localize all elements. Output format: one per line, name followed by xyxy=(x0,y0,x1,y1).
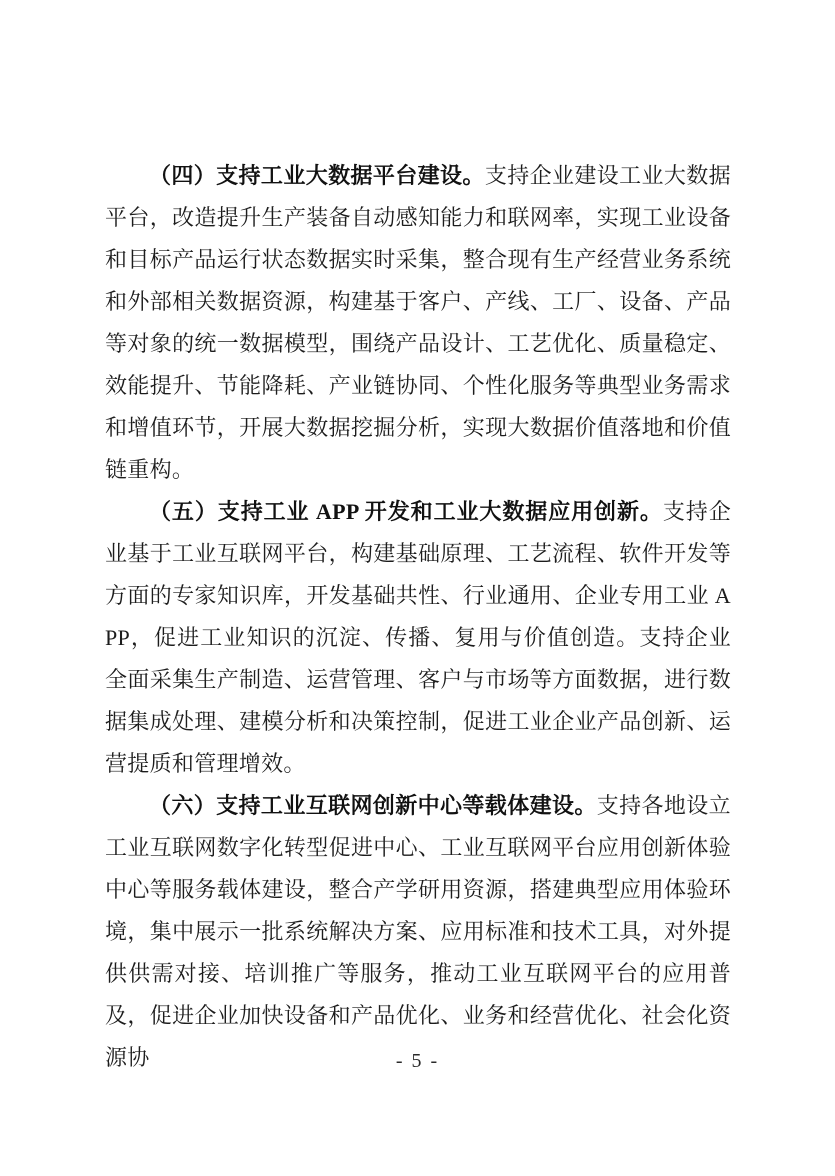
paragraph xyxy=(105,155,731,491)
paragraph-body: 支持各地设立工业互联网数字化转型促进中心、工业互联网平台应用创新体验中心等服务载体建设，整合产学研用资源，搭建典型应用体验环境，集中展示一批系统解决方案、应用标准和技术工具，对外提供供需对接、培训推广等服务，推动工业互联网平台的应用普及，促进企业加快设备和产品优化、业务和经营优化、社会化资源协 xyxy=(105,793,731,1070)
paragraph-heading: （四）支持工业大数据平台建设。 xyxy=(149,163,485,188)
page-number: - 5 - xyxy=(395,1050,440,1072)
paragraph-body: 支持企业基于工业互联网平台，构建基础原理、工艺流程、软件开发等方面的专家知识库，开发基础共性、行业通用、企业专用工业 APP，促进工业知识的沉淀、传播、复用与价值创造。支持企业全面采集生产制造、运营管理、客户与市场等方面数据，进行数据集成处理、建模分析和决策控制，促进工业企业产品创新、运营提质和管理增效。 xyxy=(105,499,731,776)
paragraph xyxy=(105,785,731,1079)
paragraph xyxy=(105,491,731,785)
paragraph-heading: （五）支持工业 APP 开发和工业大数据应用创新。 xyxy=(149,499,663,524)
paragraph-heading: （六）支持工业互联网创新中心等载体建设。 xyxy=(149,793,597,818)
paragraph-body: 支持企业建设工业大数据平台，改造提升生产装备自动感知能力和联网率，实现工业设备和目标产品运行状态数据实时采集，整合现有生产经营业务系统和外部相关数据资源，构建基于客户、产线、工厂、设备、产品等对象的统一数据模型，围绕产品设计、工艺优化、质量稳定、效能提升、节能降耗、产业链协同、个性化服务等典型业务需求和增值环节，开展大数据挖掘分析，实现大数据价值落地和价值链重构。 xyxy=(105,163,731,482)
document-content xyxy=(105,155,731,1079)
